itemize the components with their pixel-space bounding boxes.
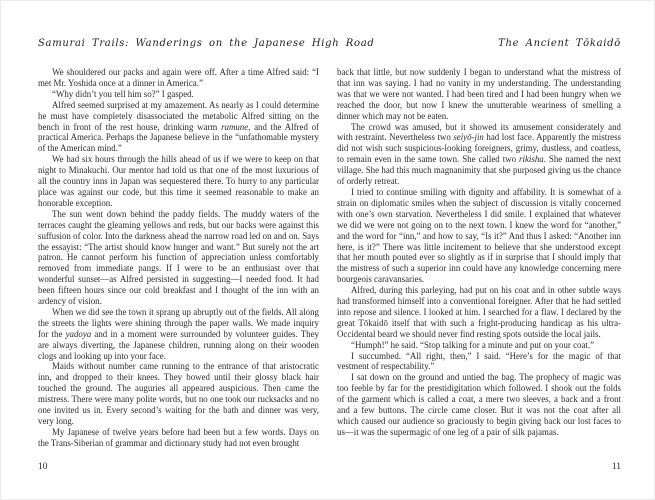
running-header-right: The Ancient Tōkaidō (498, 38, 621, 49)
paragraph: “Why didn’t you tell him so?” I gasped. (52, 88, 194, 99)
paragraph: We had six hours through the hills ahead of us if we were to keep on that night to Minakuchi. Our mentor had told us that one of the most luxurious of all the country inns in Japan was sequestered there. To hurry to any particular place was against our code, but this time it seemed reasonable to make an honorable exception. (38, 154, 319, 208)
running-header-left: Samurai Trails: Wanderings on the Japanese High Road (38, 38, 375, 49)
paragraph: I succumbed. “All right, then,” I said. “Here’s for the magic of that vestment of respectability.” (337, 350, 621, 372)
paragraph: Maids without number came running to the entrance of that aristocratic inn, and dropped to their knees. They bowed until their glossy black hair touched the ground. The auguries all appeared auspicious. Then came the mistress. There were many polite words, but no one took our rucksacks and no one invited us in. Every second’s waiting for the bath and dinner was very, very long. (38, 361, 319, 426)
paragraph: Alfred seemed surprised at my amazement. As nearly as I could determine he must have completely disassociated the metabolic Alfred sitting on the bench in front of the rest house, drinking warm ramune, and the Alfred of practical America. Perhaps the Japanese believe in the “unfathomable mystery of the American mind.” (38, 99, 319, 154)
paragraph: Alfred, during this parleying, had put on his coat and in other subtle ways had transformed himself into a conventional foreigner. After that he had settled into repose and silence. I looked at him. I searched for a flaw. I declared by the great Tōkaidō itself that with such a fright-producing handicap as his ultra-Occidental beard we should never find resting spots outside the local jails. (337, 285, 621, 339)
paragraph: I tried to continue smiling with dignity and affability. It is somewhat of a strain on diplomatic smiles when the subject of discussion is vitally concerned with one’s own starvation. Nevertheless I did smile. I explained that whatever we did we were not going on to the next town. I knew the word for “another,” and the word for “inn,” and how to say, “Is it?” And thus I asked: “Another inn here, is it?” There was little incitement to believe that she understood except that her mouth pouted ever so slightly as if in surprise that I should imply that the mistress of such a superior inn could have any knowledge concerning mere bourgeois caravansaries. (337, 186, 621, 285)
paragraph: When we did see the town it sprang up abruptly out of the fields. All along the streets the lights were shining through the paper walls. We made inquiry for the yadoya and in a moment were surrounded by volunteer guides. They are always diverting, the Japanese children, running along on their wooden clogs and looking up into your face. (38, 306, 319, 361)
page-right (327, 0, 655, 500)
paragraph: We shouldered our packs and again were off. After a time Alfred said: “I met Mr. Yoshida once at a dinner in America.” (38, 67, 319, 88)
paragraph: back that little, but now suddenly I began to understand what the mistress of that inn was saying. I had no vanity in my understanding. The understanding was that we were not wanted. I had been tired and I had been hungry when we reached the door, but now I knew the unutterable weariness of smelling a dinner which may not be eaten. (337, 67, 621, 121)
paragraph: “Humph!” he said. “Stop talking for a minute and put on your coat.” (351, 339, 595, 350)
page-number-right: 11 (611, 462, 621, 472)
page-right-body (337, 67, 621, 455)
page-left-body (38, 67, 319, 455)
paragraph: The crowd was amused, but it showed its amusement considerately and with restraint. Nevertheless two seiyō-jin had lost face. Apparently the mistress did not wish such suspicious-looking foreigners, grimy, dustless, and coatless, to remain even in the same town. She called two rikisha. She named the next village. She had this much magnanimity that she purposed giving us the chance of orderly retreat. (337, 121, 621, 187)
paragraph: I sat down on the ground and untied the bag. The prophecy of magic was too feeble by far for the prestidigitation which followed. I shook out the folds of the garment which is called a coat, a mere two sleeves, a back and a front and a few buttons. The circle came closer. But it was not the coat after all which caused our audience so graciously to begin giving back our lost faces to us—it was the supermagic of one leg of a pair of silk pajamas. (337, 372, 621, 437)
paragraph: My Japanese of twelve years before had been but a few words. Days on the Trans-Siberian of grammar and dictionary study had not even brought (38, 426, 319, 448)
page-number-left: 10 (38, 462, 48, 472)
paragraph: The sun went down behind the paddy fields. The muddy waters of the terraces caught the gleaming yellows and reds, but our backs were against this suffusion of color. Into the darkness ahead the narrow road led on and on. Says the essayist: “The artist should know hunger and want.” But surely not the art patron. He cannot perform his function of appreciation unless comfortably removed from immediate pangs. If I were to be an enthusiast over that wonderful sunset—as Alfred persisted in suggesting—I needed food. It had been fifteen hours since our cold breakfast and I thought of the inn with an ardency of vision. (38, 208, 319, 307)
